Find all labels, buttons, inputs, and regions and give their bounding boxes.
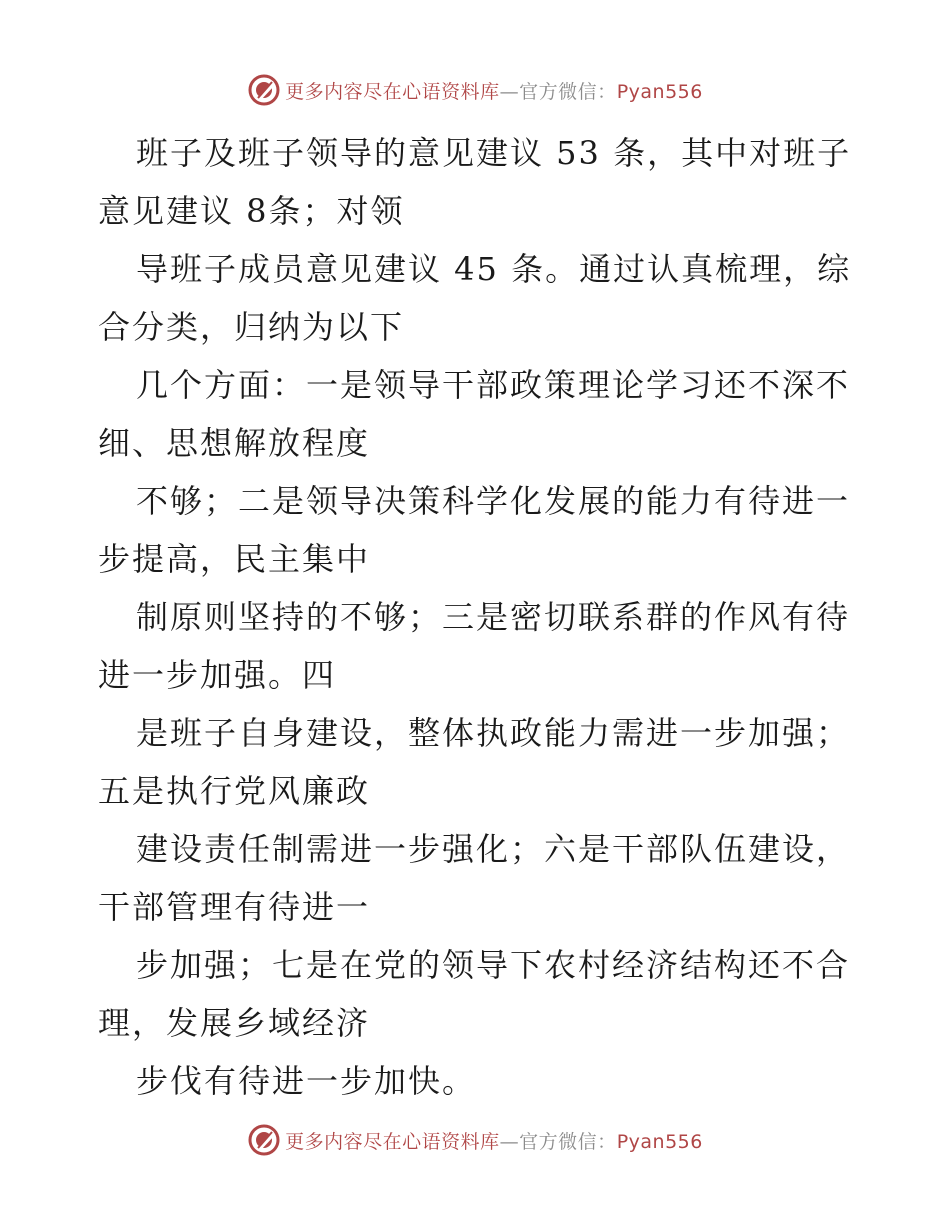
paragraph-line: 细、思想解放程度	[98, 424, 371, 462]
banner-account: Pyan556	[616, 80, 703, 103]
paragraph-line: 步加强；七是在党的领导下农村经济结构还不合	[136, 946, 851, 984]
banner-site-text: 更多内容尽在心语资料库	[285, 1130, 500, 1153]
pen-nib-seal-icon	[247, 73, 281, 107]
paragraph-line: 导班子成员意见建议 45 条。通过认真梳理，综	[136, 250, 852, 288]
paragraph-line: 制原则坚持的不够；三是密切联系群的作风有待	[136, 598, 851, 636]
paragraph-line: 班子及班子领导的意见建议 53 条，其中对班子	[136, 134, 852, 172]
paragraph-line: 是班子自身建设，整体执政能力需进一步加强；	[136, 714, 851, 752]
paragraph-line: 干部管理有待进一	[98, 888, 371, 926]
paragraph-1	[98, 124, 858, 240]
paragraph-9	[98, 1052, 858, 1110]
paragraph-7	[98, 820, 858, 936]
paragraph-line: 进一步加强。四	[98, 656, 337, 694]
banner-dash: —	[499, 80, 520, 103]
paragraph-line: 步提高，民主集中	[98, 540, 371, 578]
banner-wechat-label: 官方微信：	[519, 80, 617, 103]
paragraph-6	[98, 704, 858, 820]
paragraph-line: 合分类，归纳为以下	[98, 308, 405, 346]
banner-account: Pyan556	[616, 1130, 703, 1153]
paragraph-line: 建设责任制需进一步强化；六是干部队伍建设，	[136, 830, 851, 868]
paragraph-line: 几个方面：一是领导干部政策理论学习还不深不	[136, 366, 851, 404]
paragraph-5	[98, 588, 858, 704]
paragraph-8	[98, 936, 858, 1052]
banner-wechat-label: 官方微信：	[519, 1130, 617, 1153]
paragraph-3	[98, 356, 858, 472]
paragraph-line: 意见建议 8条；对领	[98, 192, 405, 230]
paragraph-line: 理，发展乡域经济	[98, 1004, 371, 1042]
paragraph-2	[98, 240, 858, 356]
paragraph-line: 不够；二是领导决策科学化发展的能力有待进一	[136, 482, 851, 520]
footer-watermark-banner	[0, 1120, 950, 1160]
paragraph-line: 五是执行党风廉政	[98, 772, 371, 810]
paragraph-4	[98, 472, 858, 588]
document-body	[98, 124, 858, 1110]
paragraph-line: 步伐有待进一步加快。	[136, 1062, 477, 1100]
banner-site-text: 更多内容尽在心语资料库	[285, 80, 500, 103]
banner-dash: —	[499, 1130, 520, 1153]
header-watermark-banner	[0, 70, 950, 110]
pen-nib-seal-icon	[247, 1123, 281, 1157]
